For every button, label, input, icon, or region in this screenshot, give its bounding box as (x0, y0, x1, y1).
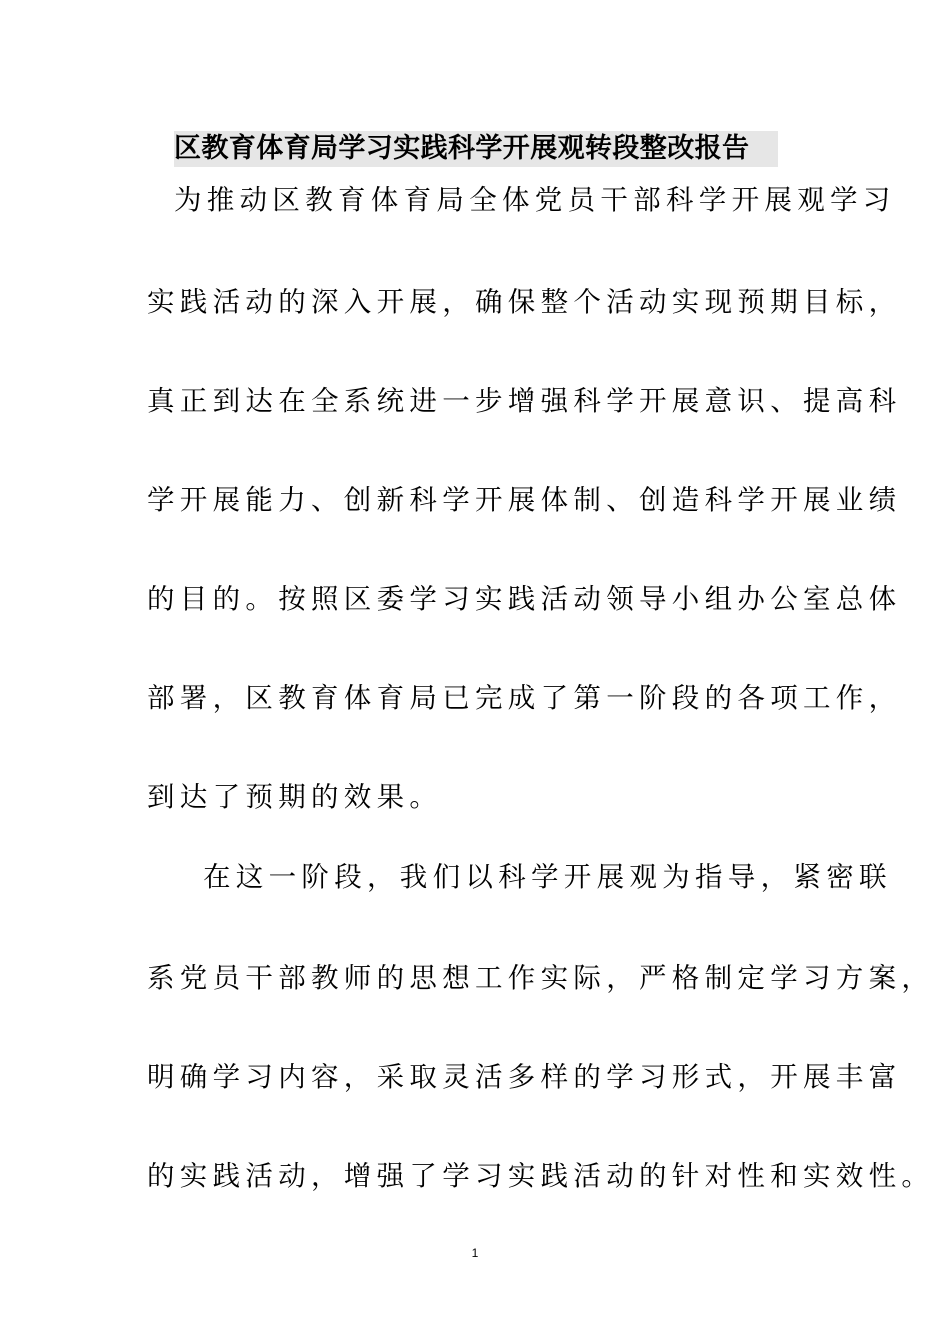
paragraph-line: 系党员干部教师的思想工作实际，严格制定学习方案， (147, 962, 935, 994)
paragraph-line: 到达了预期的效果。 (147, 781, 443, 813)
page-number: 1 (471, 1246, 479, 1260)
paragraph-line: 学开展能力、创新科学开展体制、创造科学开展业绩 (147, 484, 902, 516)
paragraph-line: 部署，区教育体育局已完成了第一阶段的各项工作， (147, 682, 902, 714)
paragraph-line: 实践活动的深入开展，确保整个活动实现预期目标， (147, 286, 902, 318)
paragraph-line: 在这一阶段，我们以科学开展观为指导，紧密联 (203, 861, 892, 893)
paragraph-line: 为推动区教育体育局全体党员干部科学开展观学习 (174, 184, 896, 216)
paragraph-line: 的目的。按照区委学习实践活动领导小组办公室总体 (147, 583, 902, 615)
document-title: 区教育体育局学习实践科学开展观转段整改报告 (174, 131, 778, 167)
paragraph-line: 的实践活动，增强了学习实践活动的针对性和实效性。 (147, 1160, 935, 1192)
paragraph-line: 真正到达在全系统进一步增强科学开展意识、提高科 (147, 385, 902, 417)
paragraph-line: 明确学习内容，采取灵活多样的学习形式，开展丰富 (147, 1061, 902, 1093)
